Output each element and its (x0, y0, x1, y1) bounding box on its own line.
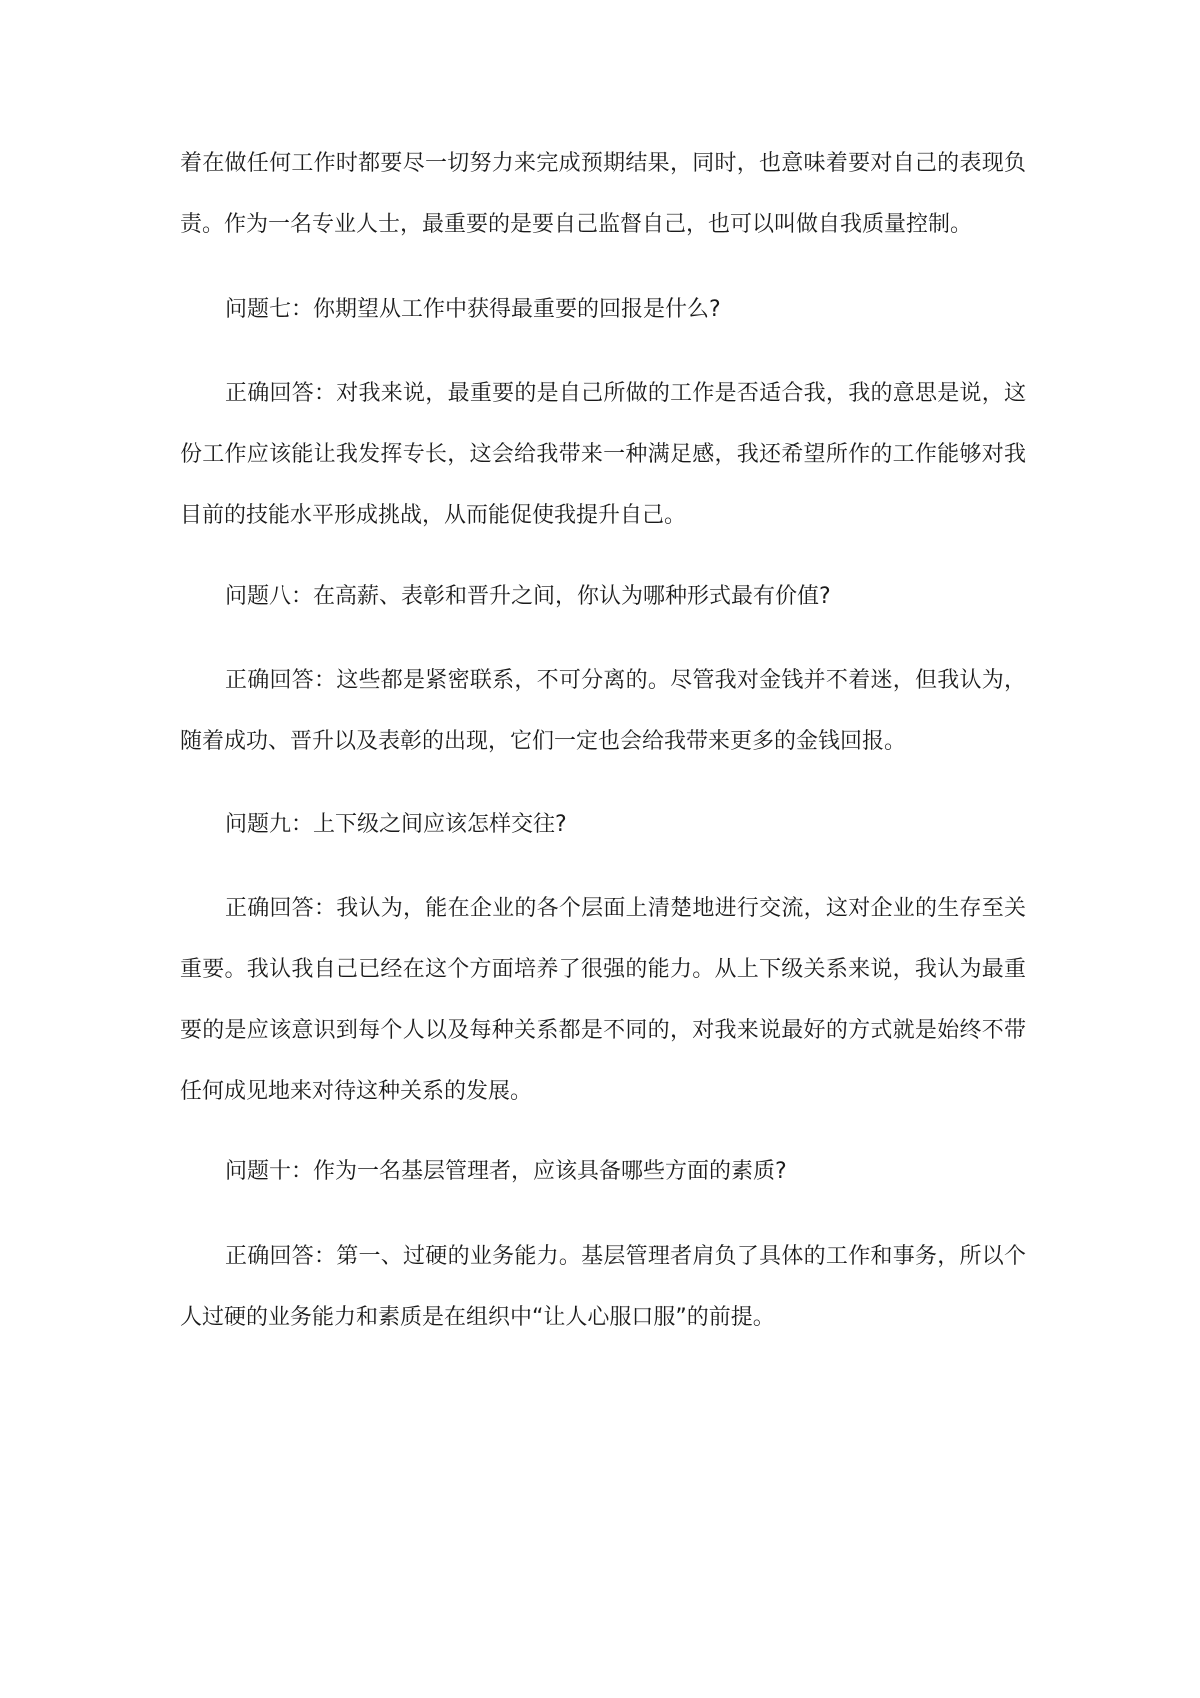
paragraph-continuation: 着在做任何工作时都要尽一切努力来完成预期结果，同时，也意味着要对自己的表现负责。作为一名专业人士，最重要的是要自己监督自己，也可以叫做自我质量控制。 (180, 151, 1026, 237)
question-nine: 问题九：上下级之间应该怎样交往? (225, 812, 567, 837)
answer-ten: 正确回答：第一、过硬的业务能力。基层管理者肩负了具体的工作和事务，所以个人过硬的业务能力和素质是在组织中“让人心服口服”的前提。 (180, 1244, 1026, 1330)
question-eight: 问题八：在高薪、表彰和晋升之间，你认为哪种形式最有价值? (225, 584, 831, 609)
question-ten: 问题十：作为一名基层管理者，应该具备哪些方面的素质? (225, 1159, 787, 1184)
answer-nine: 正确回答：我认为，能在企业的各个层面上清楚地进行交流，这对企业的生存至关重要。我认我自己已经在这个方面培养了很强的能力。从上下级关系来说，我认为最重要的是应该意识到每个人以及每种关系都是不同的，对我来说最好的方式就是始终不带任何成见地来对待这种关系的发展。 (180, 896, 1026, 1104)
answer-seven: 正确回答：对我来说，最重要的是自己所做的工作是否适合我，我的意思是说，这份工作应该能让我发挥专长，这会给我带来一种满足感，我还希望所作的工作能够对我目前的技能水平形成挑战，从而能促使我提升自己。 (180, 381, 1026, 528)
answer-eight: 正确回答：这些都是紧密联系，不可分离的。尽管我对金钱并不着迷，但我认为，随着成功、晋升以及表彰的出现，它们一定也会给我带来更多的金钱回报。 (180, 668, 1026, 754)
question-seven: 问题七：你期望从工作中获得最重要的回报是什么? (225, 297, 721, 322)
